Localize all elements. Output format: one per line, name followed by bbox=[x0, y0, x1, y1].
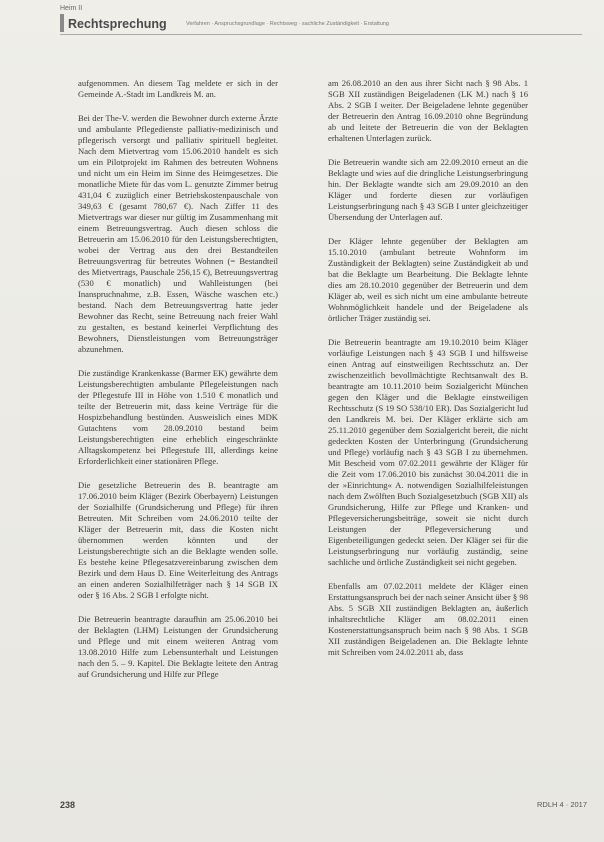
paragraph: aufgenommen. An diesem Tag meldete er sich in der Gemeinde A.-Stadt im Landkreis M. an. bbox=[78, 78, 278, 99]
page-number: 238 bbox=[60, 800, 76, 810]
paragraph: Die Betreuerin beantragte daraufhin am 25.06.2010 bei der Beklagten (LHM) Leistungen der Grundsicherung und Pflege und mit einem weiteren Antrag vom 13.08.2010 Hilfe zum Lebensunterhalt und Leistungen nach den 5. – 9. Kapitel. Die Beklagte leitete den Antrag auf Grundsicherung und Hilfe zur Pflege bbox=[78, 614, 278, 679]
right-column bbox=[328, 78, 528, 671]
paragraph: Die gesetzliche Betreuerin des B. beantragte am 17.06.2010 beim Kläger (Bezirk Oberbayern) Leistungen der Sozialhilfe (Grundsicherung und Pflege) für ihren Betreuten. Mit Schreiben vom 24.06.2010 teilte der Kläger der Betreuerin mit, dass die Kosten nicht übernommen werden könnten und der Leistungsberechtigte sich an die Beklagte wenden solle. Es bestehe keine Pflegesatzvereinbarung zwischen dem Bezirk und dem Haus D. Eine Weiterleitung des Antrags an einen anderen Sozialhilfeträger nach § 14 SGB IX oder § 16 Abs. 2 SGB I erfolgte nicht. bbox=[78, 480, 278, 600]
paragraph: Die Betreuerin beantragte am 19.10.2010 beim Kläger vorläufige Leistungen nach § 43 SGB I und hilfsweise einen Antrag auf einstweiligen Rechtsschutz an. Der zwischenzeitlich bevollmächtigte Rechtsanwalt des B. beantragte am 10.11.2010 beim Sozialgericht München gegen den Kläger und die Beklagte einstweiligen Rechtsschutz (S 19 SO 538/10 ER). Das Sozialgericht lud den Landkreis M. bei. Der Kläger erklärte sich am 25.11.2010 gegenüber dem Sozialgericht bereit, die nicht gedeckten Kosten der Unterbringung (Grundsicherung und Pflege) vorläufig nach § 43 SGB I zu übernehmen. Mit Bescheid vom 07.02.2011 gewährte der Kläger für die Zeit vom 17.06.2010 bis zunächst 30.04.2011 die in der »Einrichtung« A. notwendigen Sozialhilfeleistungen nach dem Zwölften Buch Sozialgesetzbuch (SGB XII) als Grundsicherung, Hilfe zur Pflege und Kranken- und Pflegeversicherungsbeiträge, soweit sie nicht durch Leistungen der Pflegeversicherung und Eigenbeteiligungen gedeckt seien. Der Kläger sei für die Leistungserbringung nur vorläufig zuständig, seine sachliche und örtliche Zuständigkeit sei nicht gegeben. bbox=[328, 337, 528, 567]
paragraph: Die zuständige Krankenkasse (Barmer EK) gewährte dem Leistungsberechtigten ambulante Pflegeleistungen nach der Pflegestufe III in Höhe von 1.510 € monatlich und teilte der Betreuerin mit, dass keine Verträge für die Hospizbehandlung bestünden. Ausweislich eines MDK Gutachtens vom 28.09.2010 bestand beim Leistungsberechtigten eine erheblich eingeschränkte Alltagskompetenz bei Pflegestufe III, allerdings keine Erforderlichkeit einer stationären Pflege. bbox=[78, 368, 278, 466]
paragraph: am 26.08.2010 an den aus ihrer Sicht nach § 98 Abs. 1 SGB XII zuständigen Beigeladenen (LK M.) nach § 16 Abs. 2 SGB I weiter. Der Beigeladene lehnte gegenüber der Betreuerin den Antrag 16.09.2010 ohne Begründung ab und leitete der Betreuerin die von der Beklagten erhaltenen Unterlagen zurück. bbox=[328, 78, 528, 143]
header-rule bbox=[60, 34, 582, 35]
paragraph: Ebenfalls am 07.02.2011 meldete der Kläger einen Erstattungsanspruch bei der nach seiner Ansicht über § 98 Abs. 5 SGB XII zuständigen Beklagten an, äußerlich inhaltsrechtliche Kläger am 08.02.2011 einen Kostenerstattungsanspruch beim nach § 98 Abs. 1 SGB XII zuständigen Beigeladenen an. Die Beklagte lehnte mit Schreiben vom 24.02.2011 ab, dass bbox=[328, 581, 528, 657]
page-subtitle: Verfahren · Anspruchsgrundlage · Rechtsweg · sachliche Zuständigkeit · Erstattung bbox=[186, 21, 389, 27]
paragraph: Der Kläger lehnte gegenüber der Beklagten am 15.10.2010 (ambulant betreute Wohnform im Zuständigkeit der Beklagten) seine Zuständigkeit ab und bat die Beklagte um Bearbeitung. Die Beklagte lehnte dies am 28.10.2010 gegenüber der Betreuerin und dem Kläger ab, weil es sich nicht um eine ambulante betreute Wohnmöglichkeit handele und der Beigeladene als örtlicher Träger zuständig sei. bbox=[328, 236, 528, 323]
journal-label: RDLH 4 · 2017 bbox=[537, 800, 588, 809]
header-marker bbox=[60, 14, 64, 32]
section-label: Heim II bbox=[60, 5, 83, 12]
page-title: Rechtsprechung bbox=[68, 17, 167, 31]
left-column bbox=[78, 78, 278, 693]
paragraph: Bei der The-V. werden die Bewohner durch externe Ärzte und ambulante Pflegedienste palliativ-medizinisch und pflegerisch versorgt und palliativ spirituell begleitet. Nach dem Mietvertrag vom 15.06.2010 handelt es sich um ein Pilotprojekt im Rahmen des betreuten Wohnens und nicht um ein Heim im Sinne des Heimgesetzes. Die monatliche Miete für das vom L. genutzte Zimmer betrug 431,04 € zuzüglich einer Betriebskostenpauschale von 349,63 € (gesamt 780,67 €). Nach Ziffer 11 des Mietvertrags war dieser nur gültig im Zusammenhang mit einem Betreuungsvertrag. Auch diesen schloss die Betreuerin am 15.06.2010 für den Leistungsberechtigten, wobei der Vertrag aus den drei Bestandteilen Betreuungsvertrag für betreutes Wohnen (= Bestandteil des Mietvertrags, Pauschale 256,15 €), Betreuungsvertrag (530 € monatlich) und Wahlleistungen (bei Inanspruchnahme, z.B. Essen, Wäsche waschen etc.) bestand. Nach dem Betreuungsvertrag hatte jeder Bewohner das Recht, seine Betreuung nach freier Wahl zu gestalten, es bestand keinerlei Verpflichtung des Bewohners, Dienstleistungen vom Betreuungsträger abzunehmen. bbox=[78, 113, 278, 354]
paragraph: Die Betreuerin wandte sich am 22.09.2010 erneut an die Beklagte und wies auf die dringliche Leistungserbringung hin. Der Beklagte wandte sich am 29.09.2010 an den Kläger und forderte diesen zur vorläufigen Leistungserbringung nach § 43 SGB I unter gleichzeitiger Übersendung der Unterlagen auf. bbox=[328, 157, 528, 222]
